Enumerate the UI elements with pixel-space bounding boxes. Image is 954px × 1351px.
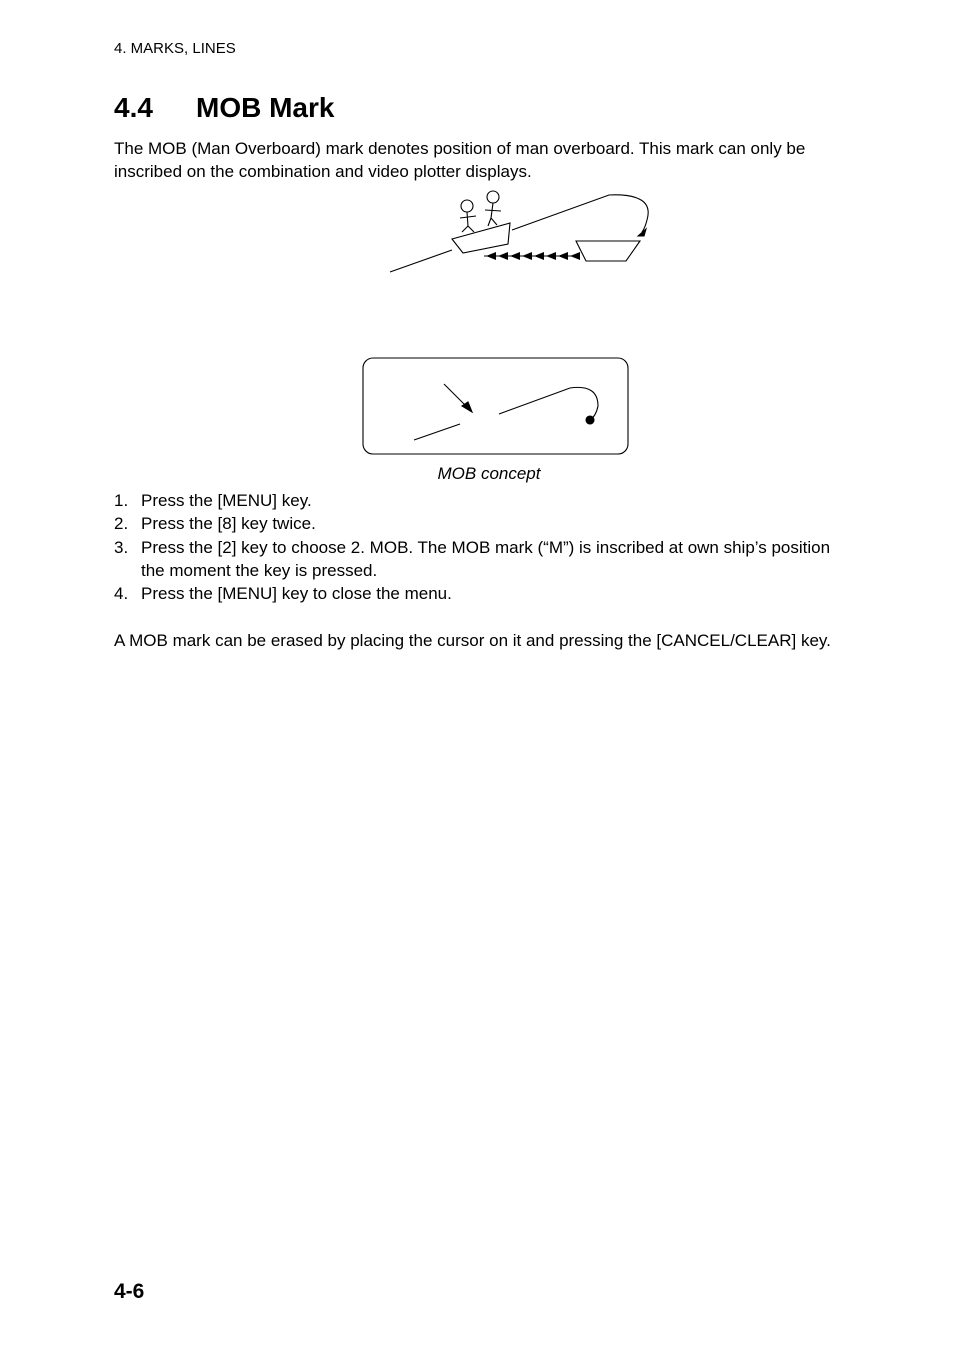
section-number: 4.4 bbox=[114, 92, 153, 123]
step-text: Press the [2] key to choose 2. MOB. The MOB mark (“M”) is inscribed at own ship’s position the moment the key is pressed. bbox=[141, 537, 831, 580]
figure-caption: MOB concept bbox=[437, 464, 541, 483]
ship-scene bbox=[390, 191, 648, 272]
section-heading bbox=[114, 92, 334, 124]
step-number: 4. bbox=[114, 584, 129, 604]
erase-note: A MOB mark can be erased by placing the cursor on it and pressing the [CANCEL/CLEAR] key. bbox=[114, 631, 831, 650]
section-title: MOB Mark bbox=[196, 92, 335, 123]
list-item bbox=[114, 512, 854, 535]
own-ship-dot bbox=[586, 416, 594, 424]
step-text: Press the [8] key twice. bbox=[141, 514, 316, 534]
track-segment bbox=[499, 387, 598, 420]
list-item bbox=[114, 489, 854, 512]
ship-track-line bbox=[390, 250, 452, 272]
procedure-steps bbox=[114, 489, 854, 605]
arrow-trail bbox=[484, 252, 580, 260]
mob-concept-figure bbox=[360, 188, 660, 460]
intro-paragraph: The MOB (Man Overboard) mark denotes position of man overboard. This mark can only be inscribed on the combination and video plotter displays. bbox=[114, 139, 806, 181]
step-text: Press the [MENU] key to close the menu. bbox=[141, 584, 452, 604]
step-text: Press the [MENU] key. bbox=[141, 491, 312, 510]
person-icon bbox=[485, 191, 501, 226]
ship-hull bbox=[576, 241, 640, 261]
page-number: 4-6 bbox=[114, 1280, 145, 1303]
rescue-boat bbox=[452, 223, 510, 253]
step-number: 1. bbox=[114, 491, 129, 510]
person-icon bbox=[460, 200, 476, 232]
step-number: 2. bbox=[114, 514, 129, 534]
list-item bbox=[114, 582, 854, 605]
track-segment bbox=[414, 424, 460, 440]
track-arrowhead bbox=[638, 229, 646, 236]
display-screen bbox=[363, 358, 628, 454]
list-item bbox=[114, 536, 854, 583]
running-header: 4. MARKS, LINES bbox=[114, 40, 236, 57]
step-number: 3. bbox=[114, 537, 129, 557]
ship-track-upper bbox=[512, 195, 648, 232]
